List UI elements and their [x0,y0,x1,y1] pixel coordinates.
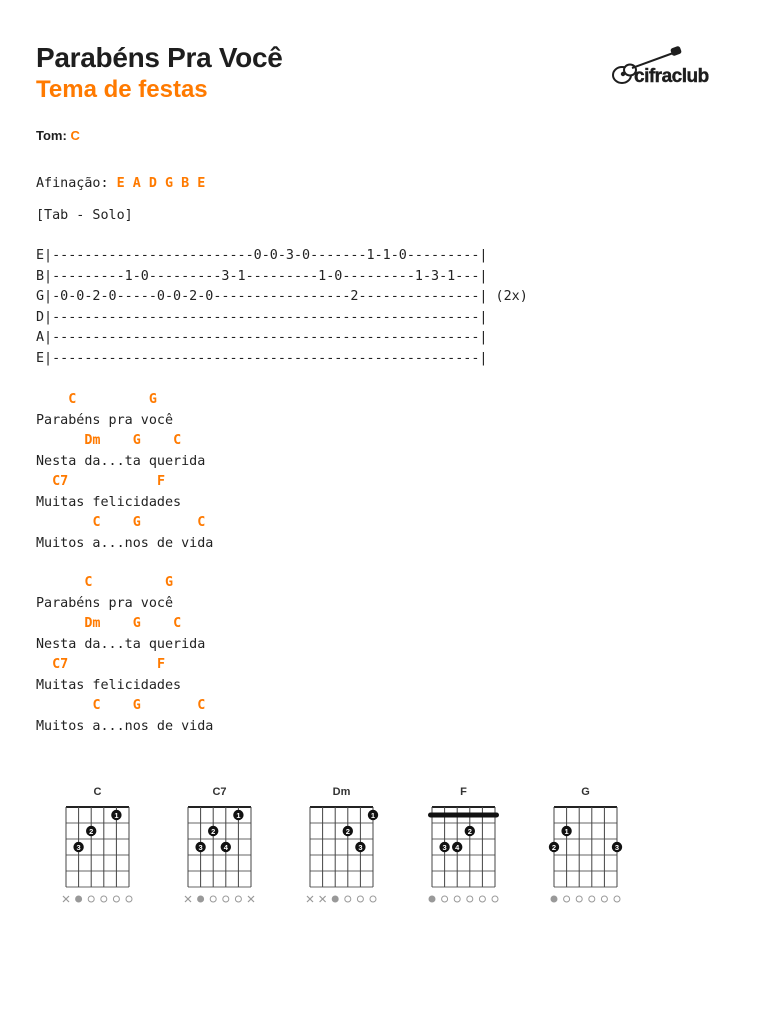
tuning-line [36,174,205,195]
logo-text: cifraclub [634,66,709,87]
tuning-label: Afinação: [36,176,109,191]
tab-line: E|-----------------------------------------------------| [36,350,488,366]
chord-diagram-name: C7 [212,786,227,798]
lyric-line: Muitos a...nos de vida [36,718,214,734]
chord-dm[interactable]: Dm [84,433,101,448]
song-title: Parabéns Pra Você [36,42,283,73]
chord-c[interactable]: C [84,575,93,590]
cifraclub-logo[interactable] [606,46,724,90]
tom-line [36,128,80,143]
chord-diagram-f[interactable] [428,786,499,902]
svg-text:3: 3 [614,843,620,852]
open-marker [551,896,557,902]
finger-dot [368,810,378,820]
chord-line [36,431,213,452]
chord-line [36,655,213,676]
verse-2 [36,573,213,737]
chord-c[interactable]: C [68,392,77,407]
open-marker [210,896,216,902]
chord-f[interactable]: F [156,474,165,489]
finger-dot [195,842,205,852]
tab-line: E|-------------------------0-0-3-0-------1-1-0---------| [36,248,488,263]
svg-text:1: 1 [370,811,376,820]
lyric-line: Parabéns pra você [36,412,174,428]
open-marker [345,896,351,902]
open-marker [614,896,620,902]
open-marker [198,896,204,902]
tuning-notes[interactable]: E A D G B E [116,176,206,191]
open-marker [76,896,82,902]
barre [428,813,499,818]
chord-diagram-name: F [460,786,467,798]
open-marker [589,896,595,902]
lyric-line: Muitas felicidades [36,677,182,693]
open-marker [492,896,498,902]
svg-text:1: 1 [236,811,241,820]
finger-dot [208,826,218,836]
open-marker [601,896,607,902]
svg-text:1: 1 [114,811,119,820]
finger-dot [439,842,449,852]
mute-marker [63,896,69,902]
finger-dot [452,842,462,852]
chord-g[interactable]: G [132,616,141,631]
finger-dot [549,842,559,852]
svg-text:4: 4 [223,843,228,852]
chord-c7[interactable]: C7 [52,474,69,489]
song-subtitle: Tema de festas [36,76,208,103]
lyric-line: Nesta da...ta querida [36,636,206,652]
chord-g[interactable]: G [148,392,157,407]
finger-dot [612,842,622,852]
finger-dot [233,810,243,820]
svg-text:2: 2 [467,827,472,836]
chord-diagram-name: C [93,786,102,798]
open-marker [576,896,582,902]
svg-text:1: 1 [564,827,569,836]
tab-line: B|---------1-0---------3-1---------1-0---------1-3-1---| [36,268,488,284]
open-marker [235,896,241,902]
tab-header: [Tab - Solo] [36,208,133,223]
tab-line: G|-0-0-2-0-----0-0-2-0-----------------2---------------| (2x) [36,289,528,304]
open-marker [332,896,338,902]
chord-diagram-name: Dm [332,786,351,798]
open-marker [357,896,363,902]
open-marker [370,896,376,902]
open-marker [126,896,132,902]
chord-c[interactable]: C [173,433,182,448]
open-marker [442,896,448,902]
finger-dot [561,826,571,836]
svg-text:4: 4 [455,843,460,852]
svg-text:2: 2 [345,827,350,836]
chord-c[interactable]: C [92,515,101,530]
open-marker [223,896,229,902]
lyric-line: Nesta da...ta querida [36,453,206,469]
open-marker [564,896,570,902]
open-marker [88,896,94,902]
finger-dot [343,826,353,836]
finger-dot [73,842,83,852]
tab-line: D|-----------------------------------------------------| [36,309,488,325]
lyric-line: Muitos a...nos de vida [36,535,214,551]
tom-key[interactable]: C [70,128,80,143]
svg-text:2: 2 [211,827,216,836]
chord-c[interactable]: C [92,698,101,713]
chord-c[interactable]: C [197,698,206,713]
chord-g[interactable]: G [132,515,141,530]
mute-marker [185,896,191,902]
mute-marker [320,896,326,902]
mute-marker [248,896,254,902]
chord-g[interactable]: G [132,698,141,713]
chord-c7[interactable]: C7 [52,657,69,672]
chord-c[interactable]: C [173,616,182,631]
svg-text:3: 3 [358,843,363,852]
chord-line [36,390,213,411]
chord-diagram-c7[interactable] [185,786,254,902]
chord-g[interactable]: G [165,575,174,590]
finger-dot [111,810,121,820]
finger-dot [86,826,96,836]
open-marker [454,896,460,902]
svg-text:2: 2 [551,843,557,852]
chord-line [36,472,213,493]
chord-f[interactable]: F [156,657,165,672]
open-marker [467,896,473,902]
finger-dot [355,842,365,852]
chord-diagram-g[interactable] [549,786,622,902]
chord-diagram-dm[interactable] [307,786,378,902]
svg-text:3: 3 [442,843,447,852]
open-marker [479,896,485,902]
open-marker [101,896,107,902]
chord-diagram-c[interactable] [63,786,132,902]
chord-diagram-name: G [581,786,590,798]
chord-g[interactable]: G [132,433,141,448]
chord-dm[interactable]: Dm [84,616,101,631]
tablature [36,246,528,369]
open-marker [113,896,119,902]
chord-diagrams [0,780,768,910]
svg-text:2: 2 [89,827,94,836]
svg-text:3: 3 [76,843,81,852]
finger-dot [221,842,231,852]
chord-line [36,573,213,594]
finger-dot [465,826,475,836]
lyric-line: Muitas felicidades [36,494,182,510]
svg-text:3: 3 [198,843,203,852]
open-marker [429,896,435,902]
tab-line: A|-----------------------------------------------------| [36,330,488,345]
chord-c[interactable]: C [197,515,206,530]
mute-marker [307,896,313,902]
tom-label: Tom: [36,128,67,143]
chord-line [36,614,213,635]
verse-1 [36,390,213,554]
chord-line [36,696,213,717]
chord-line [36,513,213,534]
lyric-line: Parabéns pra você [36,595,174,611]
